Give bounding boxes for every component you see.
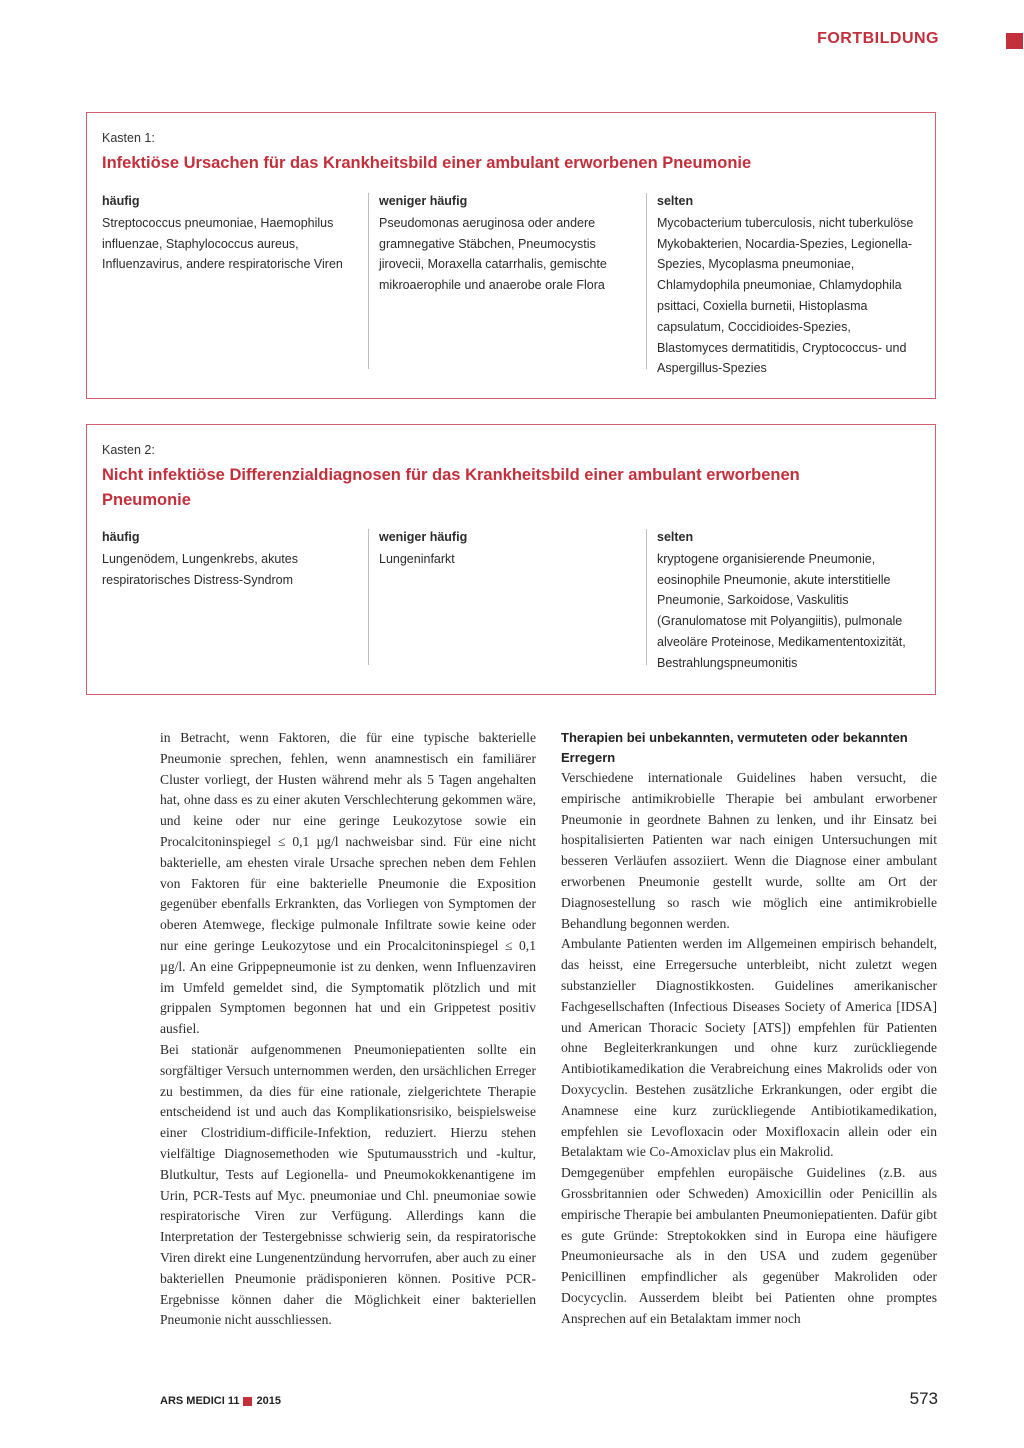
column-heading: selten [657, 194, 694, 208]
therapy-subheading: Therapien bei unbekannten, vermuteten oder bekannten Erregern [561, 730, 908, 765]
body-paragraph: Demgegenüber empfehlen europäische Guidelines (z.B. aus Grossbritannien oder Schweden) Amoxicillin oder Penicillin als empirische Therapie bei ambulanten Pneumoniepatienten. Dafür gibt es gute Gründe: Streptokokken sind in Europa eine häufigere Pneumonieursache als in den USA und zudem gegenüber Penicillinen empfindlicher als gegenüber Makroliden oder Docycyclin. Ausserdem bleibt bei Patienten ohne promptes Ansprechen auf ein Betalaktam immer noch [561, 1165, 937, 1326]
box-1-title: Infektiöse Ursachen für das Krankheitsbild einer ambulant erworbenen Pneumonie [102, 154, 752, 172]
box-1-column-frequent [102, 191, 364, 275]
column-divider [368, 193, 369, 369]
column-divider [646, 193, 647, 369]
footer-journal [160, 1395, 281, 1407]
footer-marker-square [243, 1397, 252, 1406]
box-2-column-rare [657, 527, 919, 674]
body-left-column [160, 728, 536, 1331]
page-number: 573 [909, 1389, 938, 1408]
box-2-label: Kasten 2: [102, 443, 155, 457]
box-2-column-less-frequent [379, 527, 641, 570]
column-divider [646, 529, 647, 665]
column-text: Lungenödem, Lungenkrebs, akutes respiratorisches Distress-Syndrom [102, 551, 298, 587]
column-text: Mycobacterium tuberculosis, nicht tuberkulöse Mykobakterien, Nocardia-Spezies, Legionella-Spezies, Mycoplasma pneumoniae, Chlamydophila pneumoniae, Chlamydophila psittaci, Coxiella burnetii, Histoplasma capsulatum, Coccidioides-Spezies, Blastomyces dermatitidis, Cryptococcus- und Aspergillus-Spezies [657, 215, 914, 376]
body-paragraph: Verschiedene internationale Guidelines haben versucht, die empirische antimikrobielle Therapie bei ambulant erworbener Pneumonie in geordnete Bahnen zu lenken, und ihr Einsatz bei hospitalisierten Patienten war nach einigen Untersuchungen mit besseren Verläufen assoziiert. Wenn die Diagnose einer ambulant erworbenen Pneumonie gestellt wurde, sollte am Ort der Diagnosestellung so rasch wie möglich eine antimikrobielle Behandlung begonnen werden. [561, 770, 937, 931]
body-right-column [561, 728, 937, 1330]
column-text: Pseudomonas aeruginosa oder andere gramnegative Stäbchen, Pneumocystis jirovecii, Moraxella catarrhalis, gemischte mikroaerophile und anaerobe orale Flora [379, 215, 607, 293]
box-1-column-rare [657, 191, 925, 379]
box-1 [86, 112, 936, 399]
column-text: Lungeninfarkt [379, 551, 455, 566]
section-label: FORTBILDUNG [817, 30, 939, 47]
body-paragraph: in Betracht, wenn Faktoren, die für eine typische bakterielle Pneumonie sprechen, fehlen, wenn anamnestisch ein familiärer Cluster vorliegt, der Husten während mehr als 5 Tagen angehalten hat, ohne dass es zu einer akuten Verschlechterung gekommen wäre, und keine oder nur eine geringe Leukozytose sowie ein Procalcitoninspiegel ≤ 0,1 µg/l nachweisbar sind. Für eine nicht bakterielle, am ehesten virale Ursache sprechen neben dem Fehlen von Faktoren für eine bakterielle Pneumonie die Exposition gegenüber ebenfalls Erkrankten, das Vorliegen von Symptomen der oberen Atemwege, fleckige pulmonale Infiltrate sowie keine oder nur eine geringe Leukozytose und ein Procalcitoninspiegel ≤ 0,1 µg/l. An eine Grippepneumonie ist zu denken, wenn Influenzaviren im Umfeld gemeldet sind, die Symptomatik plötzlich und mit grippalen Symptomen begonnen hat und ein Grippetest positiv ausfiel. [160, 730, 536, 1037]
journal-year: 2015 [256, 1395, 281, 1407]
column-text: kryptogene organisierende Pneumonie, eosinophile Pneumonie, akute interstitielle Pneumonie, Sarkoidose, Vaskulitis (Granulomatose mit Polyangiitis), pulmonale alveoläre Proteinose, Medikamententoxizität, Bestrahlungspneumonitis [657, 551, 906, 670]
section-marker-square [1006, 33, 1023, 49]
journal-name: ARS MEDICI 11 [160, 1395, 240, 1407]
column-heading: häufig [102, 530, 140, 544]
column-text: Streptococcus pneumoniae, Haemophilus influenzae, Staphylococcus aureus, Influenzavirus, andere respiratorische Viren [102, 215, 343, 272]
box-2-title: Nicht infektiöse Differenzialdiagnosen für das Krankheitsbild einer ambulant erworbenen Pneumonie [102, 466, 800, 509]
box-2 [86, 424, 936, 695]
column-divider [368, 529, 369, 665]
column-heading: selten [657, 530, 694, 544]
column-heading: weniger häufig [379, 194, 468, 208]
column-heading: weniger häufig [379, 530, 468, 544]
box-1-label: Kasten 1: [102, 131, 155, 145]
body-paragraph: Bei stationär aufgenommenen Pneumoniepatienten sollte ein sorgfältiger Versuch unternommen werden, den ursächlichen Erreger zu bestimmen, da dies für eine rationale, zielgerichtete Therapie entscheidend ist und auch das Komplikationsrisiko, beispielsweise einer Clostridium-difficile-Infektion, reduziert. Hierzu stehen vielfältige Diagnosemethoden wie Sputumausstrich und -kultur, Blutkultur, Tests auf Legionella- und Pneumokokkenantigene im Urin, PCR-Tests auf Myc. pneumoniae und Chl. pneumoniae sowie respiratorische Viren zur Verfügung. Allerdings kann die Interpretation der Testergebnisse schwierig sein, da respiratorische Viren direkt eine Lungenentzündung hervorrufen, aber auch zu einer bakteriellen Pneumonie prädisponieren können. Positive PCR-Ergebnisse können daher die Möglichkeit einer bakteriellen Pneumonie nicht ausschliessen. [160, 1041, 536, 1328]
body-paragraph: Ambulante Patienten werden im Allgemeinen empirisch behandelt, das heisst, eine Erregersuche unterbleibt, nicht zuletzt wegen substanzieller Diagnostikkosten. Guidelines amerikanischer Fachgesellschaften (Infectious Diseases Society of America [IDSA] und American Thoracic Society [ATS]) empfehlen für Patienten ohne Begleiterkrankungen und ohne kurz zurückliegende Antibiotikamedikation die Verabreichung eines Makrolids oder von Doxycyclin. Bestehen zusätzliche Erkrankungen, oder ergibt die Anamnese eine kurz zurückliegende Antibiotikamedikation, empfehlen sie Levofloxacin oder Moxifloxacin allein oder ein Betalaktam wie Co-Amoxiclav plus ein Makrolid. [561, 936, 937, 1160]
box-1-column-less-frequent [379, 191, 641, 296]
column-heading: häufig [102, 194, 140, 208]
box-2-column-frequent [102, 527, 364, 590]
